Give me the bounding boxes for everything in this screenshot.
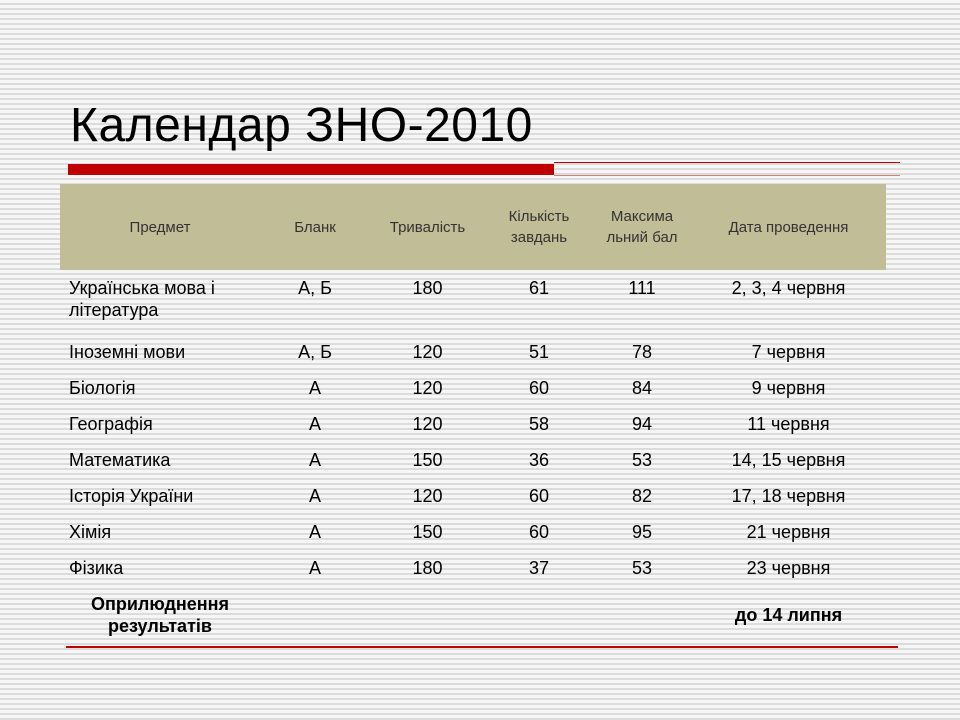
header-subject: Предмет	[129, 218, 191, 236]
cell-max-score: 53	[631, 558, 653, 578]
footer-spacer	[260, 586, 691, 644]
title-divider-line-lower	[554, 175, 900, 176]
cell-max-score: 94	[631, 414, 653, 434]
cell-date: 17, 18 червня	[731, 486, 846, 506]
bottom-divider-line	[66, 646, 898, 648]
cell-max-score: 53	[631, 450, 653, 470]
header-duration: Тривалість	[389, 218, 466, 236]
cell-duration: 120	[412, 414, 443, 434]
table-row	[60, 370, 886, 406]
cell-max-score: 82	[631, 486, 653, 506]
table-row	[60, 270, 886, 334]
cell-duration: 120	[412, 378, 443, 398]
cell-task-count: 51	[528, 342, 550, 362]
table-row	[60, 478, 886, 514]
cell-subject: Фізика	[69, 558, 124, 578]
cell-task-count: 60	[528, 486, 550, 506]
cell-max-score: 111	[628, 278, 656, 298]
cell-form: А	[308, 522, 321, 542]
cell-max-score: 78	[631, 342, 653, 362]
table-body	[60, 270, 886, 644]
cell-duration: 150	[412, 450, 443, 470]
header-date: Дата проведення	[728, 218, 849, 236]
results-publication-label: Оприлюднення результатів	[90, 594, 230, 636]
title-divider-line	[554, 162, 900, 163]
header-max-score: Максима льний бал	[606, 208, 678, 246]
table-row	[60, 406, 886, 442]
cell-duration: 180	[412, 278, 443, 298]
table-row	[60, 442, 886, 478]
cell-task-count: 58	[528, 414, 550, 434]
table-row	[60, 550, 886, 586]
cell-subject: Географія	[69, 414, 153, 434]
cell-date: 21 червня	[746, 522, 831, 542]
cell-subject: Українська мова і література	[69, 278, 215, 320]
cell-task-count: 61	[528, 278, 550, 298]
cell-form: А	[308, 414, 321, 434]
title-accent-bar	[68, 164, 554, 175]
slide-title: Календар ЗНО-2010	[70, 99, 533, 152]
cell-form: А	[308, 450, 321, 470]
exam-schedule-table	[60, 184, 886, 644]
cell-date: 23 червня	[746, 558, 831, 578]
cell-duration: 150	[412, 522, 443, 542]
cell-form: А	[308, 558, 321, 578]
cell-date: 14, 15 червня	[731, 450, 846, 470]
cell-subject: Біологія	[69, 378, 136, 398]
header-task-count: Кількість завдань	[508, 208, 570, 246]
table-row	[60, 334, 886, 370]
cell-task-count: 60	[528, 378, 550, 398]
header-form: Бланк	[294, 218, 336, 236]
table-footer-row	[60, 586, 886, 644]
cell-max-score: 95	[631, 522, 653, 542]
cell-form: А, Б	[298, 342, 332, 362]
cell-subject: Історія України	[69, 486, 194, 506]
cell-max-score: 84	[631, 378, 653, 398]
table-row	[60, 514, 886, 550]
cell-task-count: 37	[528, 558, 550, 578]
cell-date: 2, 3, 4 червня	[731, 278, 846, 298]
cell-date: 7 червня	[751, 342, 826, 362]
cell-subject: Математика	[69, 450, 171, 470]
cell-task-count: 36	[528, 450, 550, 470]
cell-duration: 180	[412, 558, 443, 578]
table-header-row	[60, 184, 886, 270]
cell-form: А	[308, 378, 321, 398]
results-publication-date: до 14 липня	[734, 605, 843, 625]
cell-duration: 120	[412, 486, 443, 506]
cell-date: 9 червня	[751, 378, 826, 398]
cell-form: А	[308, 486, 321, 506]
cell-duration: 120	[412, 342, 443, 362]
cell-date: 11 червня	[747, 414, 830, 434]
cell-subject: Хімія	[69, 522, 112, 542]
cell-form: А, Б	[298, 278, 332, 298]
cell-subject: Іноземні мови	[69, 342, 186, 362]
cell-task-count: 60	[528, 522, 550, 542]
